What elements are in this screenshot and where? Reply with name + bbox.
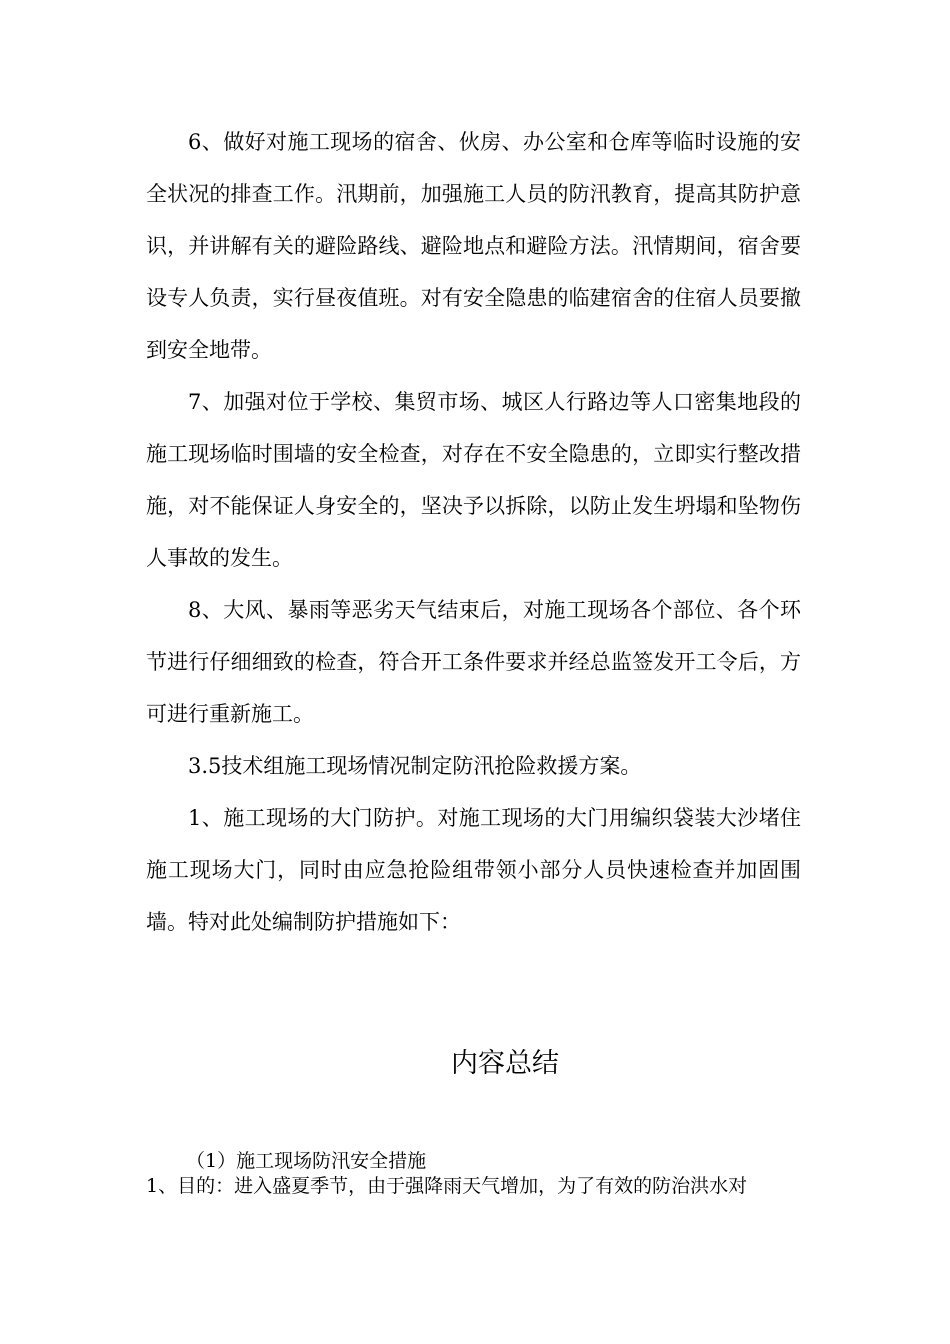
summary-title: 内容总结	[451, 1048, 559, 1079]
summary-heading: （1）施工现场防汛安全措施	[186, 1150, 427, 1172]
body-text	[146, 116, 801, 948]
summary-first-line: 1、目的：进入盛夏季节，由于强降雨天气增加，为了有效的防治洪水对	[146, 1175, 748, 1197]
section-3-5-paragraph: 3.5技术组施工现场情况制定防汛抢险救援方案。	[188, 754, 642, 778]
paragraph-item-7: 7、加强对位于学校、集贸市场、城区人行路边等人口密集地段的施工现场临时围墙的安全检查，对存在不安全隐患的，立即实行整改措施，对不能保证人身安全的，坚决予以拆除，以防止发生坍塌和坠物伤人事故的发生。	[146, 390, 801, 570]
paragraph-item-6: 6、做好对施工现场的宿舍、伙房、办公室和仓库等临时设施的安全状况的排查工作。汛期前，加强施工人员的防汛教育，提高其防护意识，并讲解有关的避险路线、避险地点和避险方法。汛情期间，宿舍要设专人负责，实行昼夜值班。对有安全隐患的临建宿舍的住宿人员要撤到安全地带。	[146, 130, 801, 362]
gate-protection-paragraph: 1、施工现场的大门防护。对施工现场的大门用编织袋装大沙堵住施工现场大门，同时由应急抢险组带领小部分人员快速检查并加固围墙。特对此处编制防护措施如下：	[146, 806, 801, 934]
paragraph-item-8: 8、大风、暴雨等恶劣天气结束后，对施工现场各个部位、各个环节进行仔细细致的检查，符合开工条件要求并经总监签发开工令后，方可进行重新施工。	[146, 598, 801, 726]
